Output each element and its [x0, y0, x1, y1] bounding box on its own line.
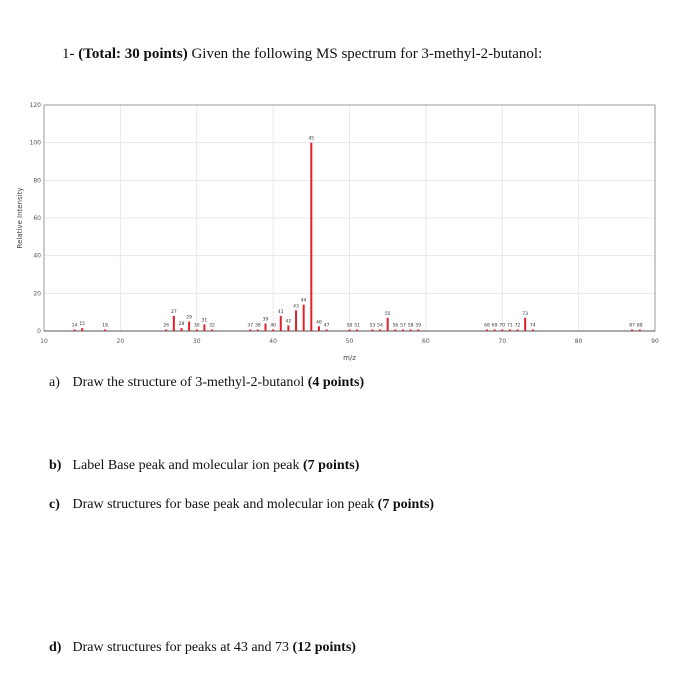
y-tick-label: 120: [29, 102, 41, 109]
question-number: 1-: [62, 46, 75, 62]
y-tick-label: 60: [33, 215, 41, 222]
part-b-points: (7 points): [303, 458, 360, 473]
peak-label: 69: [491, 323, 498, 329]
x-tick-label: 20: [116, 338, 125, 345]
peak-bar: [410, 330, 412, 332]
peak-bar: [249, 330, 251, 332]
peak-label: 88: [636, 323, 643, 329]
part-b-letter: b): [49, 458, 62, 473]
part-c-letter: c): [49, 497, 60, 512]
part-a-text: Draw the structure of 3-methyl-2-butanol: [72, 375, 305, 390]
peak-bar: [165, 329, 167, 331]
part-d-points: (12 points): [292, 640, 356, 655]
y-axis-label: Relative Intensity: [16, 187, 24, 249]
peak-bar: [349, 330, 351, 332]
peak-bar: [287, 325, 289, 331]
x-axis-ticks: [40, 338, 659, 345]
peak-label: 50: [346, 323, 353, 329]
peak-bar: [173, 316, 175, 331]
peak-label: 72: [514, 323, 521, 329]
peak-bar: [104, 330, 106, 332]
peak-label: 73: [522, 311, 529, 317]
peak-bar: [394, 330, 396, 332]
peak-label: 37: [247, 323, 254, 329]
x-tick-label: 10: [40, 338, 48, 345]
part-b: [49, 458, 359, 474]
peak-bar: [303, 305, 305, 331]
part-b-text: Label Base peak and molecular ion peak: [72, 458, 300, 473]
peak-label: 43: [293, 304, 299, 310]
peak-bar: [280, 316, 282, 331]
peak-label: 38: [254, 323, 261, 329]
y-tick-label: 40: [33, 252, 41, 260]
chart-grid: [44, 105, 655, 331]
peak-bar: [180, 328, 182, 331]
peak-label: 14: [71, 323, 78, 329]
peak-bar: [509, 330, 511, 332]
peak-label: 68: [484, 323, 490, 329]
peak-bars: [71, 143, 641, 331]
peak-bar: [371, 330, 373, 332]
peak-label: 29: [186, 315, 192, 321]
part-a-points: (4 points): [307, 375, 365, 390]
peak-bar: [74, 330, 76, 332]
y-tick-label: 0: [37, 328, 41, 335]
peak-label: 18: [102, 323, 108, 329]
peak-bar: [203, 324, 205, 331]
peak-label: 55: [384, 311, 391, 317]
x-tick-label: 60: [422, 338, 430, 345]
peak-label: 39: [262, 317, 269, 323]
peak-label: 57: [400, 323, 406, 329]
peak-bar: [318, 326, 320, 331]
peak-label: 15: [79, 322, 86, 328]
part-c: [49, 497, 434, 513]
peak-label: 51: [354, 323, 361, 329]
peak-label: 71: [507, 323, 513, 329]
peak-label: 58: [407, 323, 414, 329]
x-tick-label: 40: [269, 338, 277, 345]
peak-label: 30: [193, 323, 200, 329]
peak-bar: [517, 330, 519, 332]
part-d-text: Draw structures for peaks at 43 and 73: [72, 640, 290, 655]
peak-label: 74: [529, 323, 536, 329]
part-a-letter: a): [49, 375, 60, 390]
y-axis-ticks: [30, 102, 42, 335]
peak-label: 53: [369, 323, 376, 329]
peak-bar: [196, 329, 198, 331]
question-total: (Total: 30 points): [78, 46, 188, 62]
peak-bar: [524, 318, 526, 331]
peak-label: 31: [201, 318, 208, 324]
peak-bar: [532, 330, 534, 332]
peak-bar: [310, 143, 312, 331]
peak-label: 32: [209, 323, 215, 329]
peak-bar: [81, 328, 83, 331]
peak-label: 27: [170, 309, 177, 315]
peak-bar: [486, 330, 488, 332]
peak-bar: [631, 330, 633, 332]
peak-bar: [417, 330, 419, 332]
x-tick-label: 90: [651, 338, 659, 345]
peak-label: 28: [178, 322, 185, 328]
peak-label: 44: [300, 298, 307, 304]
x-tick-label: 70: [498, 338, 507, 345]
peak-label: 45: [308, 136, 315, 142]
peak-label: 59: [415, 323, 422, 329]
peak-bar: [387, 318, 389, 331]
peak-label: 42: [285, 319, 292, 325]
peak-bar: [639, 330, 641, 332]
peak-label: 70: [499, 323, 506, 329]
y-tick-label: 80: [33, 177, 41, 185]
peak-bar: [272, 329, 274, 331]
part-c-text: Draw structures for base peak and molecular ion peak: [72, 497, 375, 512]
part-c-points: (7 points): [377, 497, 435, 512]
peak-label: 26: [163, 323, 170, 329]
question-text: Given the following MS spectrum for 3-methyl-2-butanol:: [191, 46, 543, 62]
y-tick-label: 100: [29, 139, 41, 147]
x-tick-label: 30: [192, 338, 201, 345]
peak-label: 41: [277, 309, 284, 315]
x-tick-label: 80: [574, 338, 583, 345]
peak-bar: [379, 330, 381, 332]
peak-label: 47: [323, 323, 330, 329]
peak-bar: [211, 330, 213, 332]
x-axis-label: m/z: [343, 354, 356, 362]
peak-bar: [501, 330, 503, 332]
peak-bar: [356, 330, 358, 332]
peak-labels: [72, 136, 643, 329]
peak-bar: [494, 330, 496, 332]
peak-bar: [264, 323, 266, 331]
part-d: [49, 640, 356, 656]
peak-label: 56: [392, 323, 399, 329]
peak-label: 46: [316, 320, 322, 326]
y-tick-label: 20: [33, 290, 41, 298]
part-a: [49, 375, 364, 391]
x-tick-label: 50: [345, 338, 354, 345]
peak-bar: [257, 330, 259, 332]
peak-label: 87: [629, 323, 635, 329]
peak-bar: [188, 322, 190, 331]
peak-bar: [402, 330, 404, 332]
part-d-letter: d): [49, 640, 62, 655]
peak-bar: [295, 310, 297, 331]
peak-bar: [326, 330, 328, 332]
peak-label: 40: [270, 323, 276, 329]
peak-label: 54: [377, 323, 383, 329]
